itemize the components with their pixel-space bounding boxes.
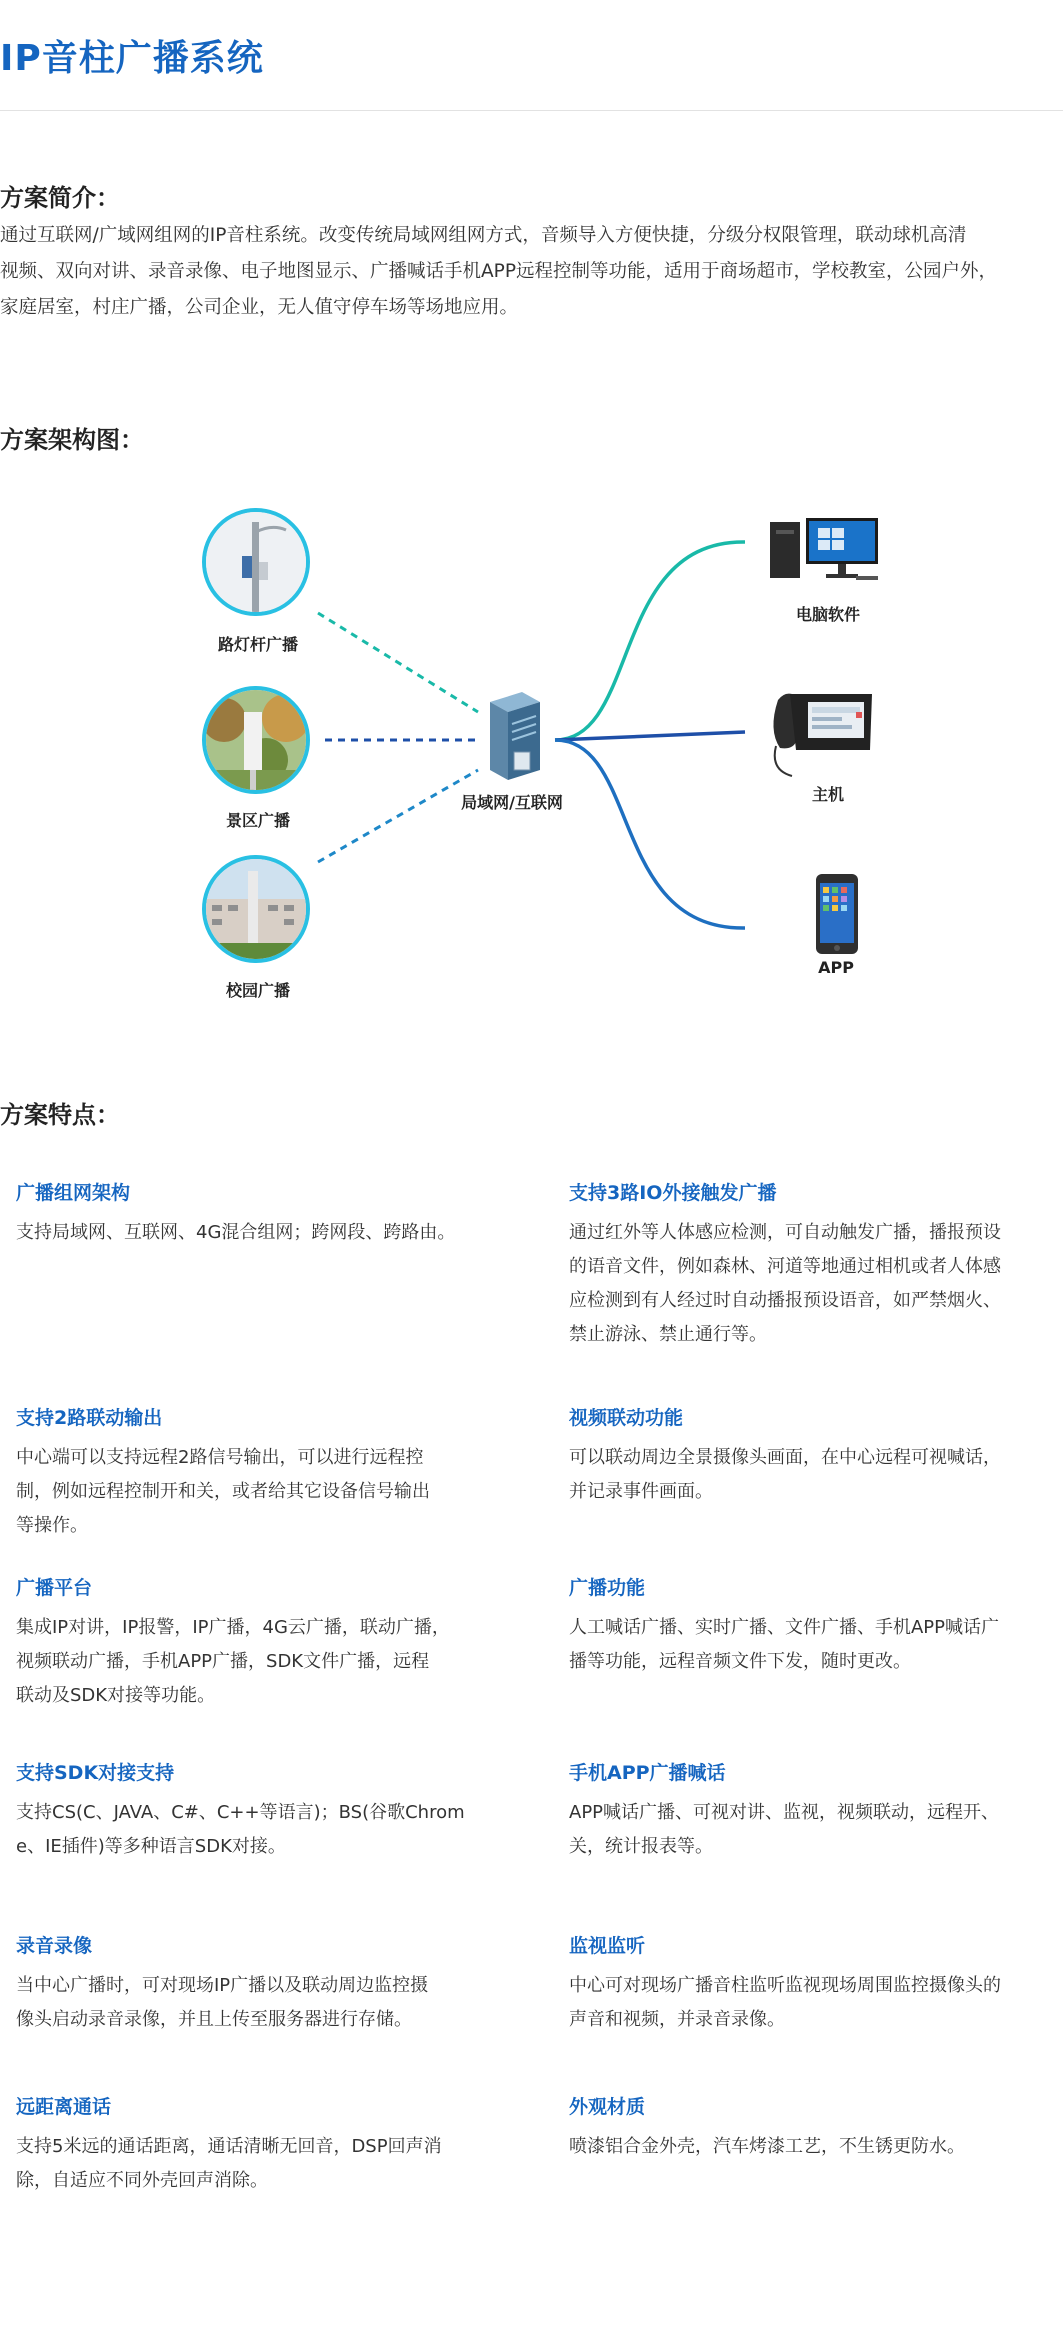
feature-title: 监视监听: [569, 1935, 646, 1957]
feature-item: [16, 1575, 516, 1713]
desk-phone-icon: [773, 694, 872, 776]
feature-line: e、IE插件)等多种语言SDK对接。: [16, 1836, 286, 1857]
title-divider: [0, 110, 1063, 111]
node-label-streetlight: 路灯杆广播: [217, 635, 298, 654]
feature-description: [569, 1969, 1063, 2037]
hub-label: 局域网/互联网: [461, 793, 563, 812]
feature-title: 支持3路IO外接触发广播: [569, 1182, 777, 1204]
feature-line: 可以联动周边全景摄像头画面，在中心远程可视喊话，: [569, 1447, 1001, 1468]
feature-description: [16, 1611, 516, 1713]
feature-title: 录音录像: [16, 1935, 93, 1957]
feature-item: [16, 1933, 516, 2037]
feature-title: 广播平台: [16, 1577, 93, 1599]
feature-item: [16, 1405, 516, 1543]
campus-image: [202, 855, 310, 963]
intro-line: 家庭居室，村庄广播，公司企业，无人值守停车场等场地应用。: [0, 297, 519, 318]
feature-line: 禁止游泳、禁止通行等。: [569, 1324, 767, 1345]
device-label-pc: 电脑软件: [795, 605, 860, 624]
feature-line: 播等功能，远程音频文件下发，随时更改。: [569, 1651, 911, 1672]
feature-line: 的语音文件，例如森林、河道等地通过相机或者人体感: [569, 1256, 1001, 1277]
scenic-area-image: [202, 686, 310, 794]
feature-description: [16, 1441, 516, 1543]
device-label-app: APP: [818, 958, 854, 977]
feature-line: 声音和视频，并录音录像。: [569, 2009, 785, 2030]
feature-title: 支持2路联动输出: [16, 1407, 163, 1429]
feature-description: [569, 1441, 1063, 1509]
feature-line: 支持CS(C、JAVA、C#、C++等语言)；BS(谷歌Chrom: [16, 1802, 465, 1823]
streetlight-image: [202, 508, 310, 616]
desktop-computer-icon: [770, 518, 878, 580]
intro-heading: 方案简介：: [0, 184, 120, 212]
feature-item: [569, 1180, 1063, 1352]
feature-line: APP喊话广播、可视对讲、监视，视频联动，远程开、: [569, 1802, 1000, 1823]
feature-line: 等操作。: [16, 1515, 88, 1536]
server-icon: [490, 692, 540, 780]
link-hub-host: [555, 732, 745, 740]
feature-line: 通过红外等人体感应检测，可自动触发广播，播报预设: [569, 1222, 1001, 1243]
feature-line: 除，自适应不同外壳回声消除。: [16, 2170, 268, 2191]
feature-line: 支持局域网、互联网、4G混合组网；跨网段、跨路由。: [16, 1222, 456, 1243]
feature-description: [16, 1216, 516, 1250]
feature-description: [569, 1216, 1063, 1352]
feature-description: [569, 1796, 1063, 1864]
feature-title: 手机APP广播喊话: [569, 1762, 726, 1784]
device-label-host: 主机: [811, 785, 844, 804]
feature-line: 当中心广播时，可对现场IP广播以及联动周边监控摄: [16, 1975, 429, 1996]
feature-line: 联动及SDK对接等功能。: [16, 1685, 216, 1706]
feature-item: [16, 1760, 516, 1864]
feature-description: [16, 1796, 516, 1864]
architecture-heading: 方案架构图：: [0, 426, 144, 454]
feature-line: 应检测到有人经过时自动播报预设语音，如严禁烟火、: [569, 1290, 1001, 1311]
feature-description: [16, 2130, 516, 2198]
feature-line: 中心端可以支持远程2路信号输出，可以进行远程控: [16, 1447, 424, 1468]
feature-title: 外观材质: [569, 2096, 646, 2118]
feature-item: [569, 1760, 1063, 1864]
intro-line: 通过互联网/广域网组网的IP音柱系统。改变传统局域网组网方式，音频导入方便快捷，分级分权限管理，联动球机高清: [0, 225, 967, 246]
feature-title: 支持SDK对接支持: [16, 1762, 175, 1784]
feature-line: 视频联动广播，手机APP广播，SDK文件广播，远程: [16, 1651, 430, 1672]
feature-item: [16, 2094, 516, 2198]
feature-description: [16, 1969, 516, 2037]
architecture-diagram: [0, 480, 1063, 1020]
feature-item: [569, 1933, 1063, 2037]
feature-line: 像头启动录音录像，并且上传至服务器进行存储。: [16, 2009, 412, 2030]
feature-item: [569, 1575, 1063, 1679]
feature-line: 支持5米远的通话距离，通话清晰无回音，DSP回声消: [16, 2136, 442, 2157]
node-label-campus: 校园广播: [225, 981, 290, 1000]
smartphone-icon: [816, 874, 858, 954]
link-hub-pc: [555, 542, 745, 740]
page-title: IP音柱广播系统: [0, 38, 264, 79]
feature-item: [569, 2094, 1063, 2164]
feature-line: 并记录事件画面。: [569, 1481, 713, 1502]
feature-item: [16, 1180, 516, 1250]
node-label-scenic: 景区广播: [225, 811, 290, 830]
intro-text: [0, 218, 1060, 326]
feature-title: 远距离通话: [16, 2096, 112, 2118]
link-hub-app: [555, 740, 745, 928]
diagram-lines: [0, 480, 1063, 1020]
feature-description: [569, 1611, 1063, 1679]
feature-title: 广播功能: [569, 1577, 646, 1599]
features-heading: 方案特点：: [0, 1101, 120, 1129]
feature-title: 视频联动功能: [569, 1407, 684, 1429]
feature-line: 集成IP对讲，IP报警，IP广播，4G云广播，联动广播，: [16, 1617, 450, 1638]
feature-title: 广播组网架构: [16, 1182, 131, 1204]
link-streetlight-hub: [318, 613, 478, 712]
feature-line: 关，统计报表等。: [569, 1836, 713, 1857]
feature-line: 人工喊话广播、实时广播、文件广播、手机APP喊话广: [569, 1617, 1000, 1638]
feature-description: [569, 2130, 1063, 2164]
feature-line: 喷漆铝合金外壳，汽车烤漆工艺，不生锈更防水。: [569, 2136, 965, 2157]
feature-line: 中心可对现场广播音柱监听监视现场周围监控摄像头的: [569, 1975, 1001, 1996]
intro-line: 视频、双向对讲、录音录像、电子地图显示、广播喊话手机APP远程控制等功能，适用于商场超市，学校教室，公园户外，: [0, 261, 997, 282]
feature-item: [569, 1405, 1063, 1509]
feature-line: 制，例如远程控制开和关，或者给其它设备信号输出: [16, 1481, 430, 1502]
